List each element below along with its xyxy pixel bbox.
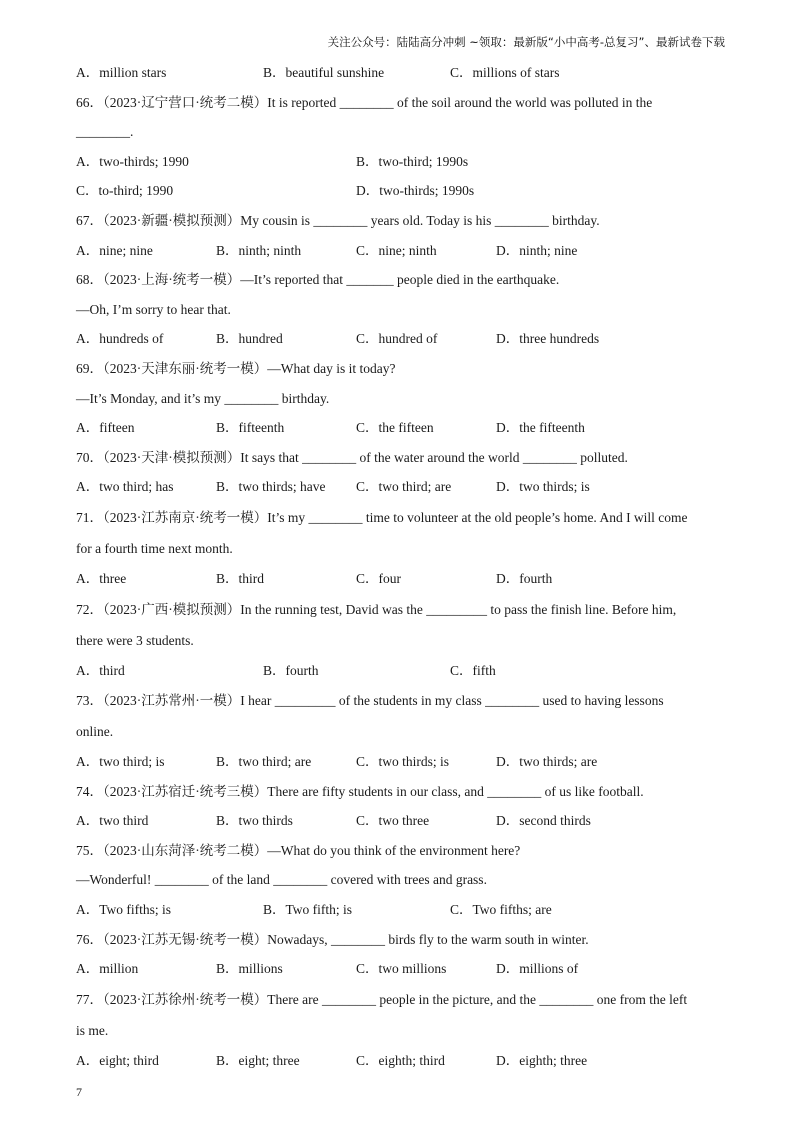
answer-option: D．three hundreds bbox=[496, 331, 600, 347]
answer-option: B．hundred bbox=[216, 331, 283, 347]
answer-options bbox=[76, 1046, 736, 1076]
answer-option: C．four bbox=[356, 570, 401, 586]
answer-option: D．two-thirds; 1990s bbox=[356, 183, 475, 199]
answer-option: B．millions bbox=[216, 961, 283, 977]
answer-options bbox=[76, 324, 736, 354]
answer-option: A．eight; third bbox=[76, 1052, 159, 1068]
answer-option: A．two-thirds; 1990 bbox=[76, 153, 189, 169]
answer-options bbox=[76, 656, 736, 686]
answer-options bbox=[76, 147, 736, 177]
answer-option: B．beautiful sunshine bbox=[263, 65, 385, 80]
answer-option: C．millions of stars bbox=[450, 65, 560, 80]
answer-option: D．second thirds bbox=[496, 813, 591, 829]
answer-options bbox=[76, 564, 736, 594]
answer-options bbox=[76, 413, 736, 443]
question-text-line: ________. bbox=[76, 124, 134, 140]
answer-option: D．fourth bbox=[496, 570, 553, 586]
answer-option: C．to-third; 1990 bbox=[76, 183, 174, 199]
answer-option: C．two third; are bbox=[356, 479, 452, 495]
question-text-line: 76．（2023·江苏无锡·统考一模）Nowadays, ________ birds fly to the warm south in winter. bbox=[76, 931, 589, 947]
answer-option: D．ninth; nine bbox=[496, 242, 578, 258]
answer-option: C．nine; ninth bbox=[356, 242, 437, 258]
answer-option: A．million stars bbox=[76, 65, 167, 80]
answer-option: A．two third bbox=[76, 813, 149, 829]
question-text-line: 74．（2023·江苏宿迁·统考三模）There are fifty students in our class, and ________ of us like football. bbox=[76, 783, 644, 799]
question-text-line: —Wonderful! ________ of the land ________ covered with trees and grass. bbox=[76, 872, 487, 888]
question-text-line: 72．（2023·广西·模拟预测）In the running test, David was the _________ to pass the finish line. Before him, bbox=[76, 601, 677, 617]
question-text-line: online. bbox=[76, 724, 114, 740]
answer-options bbox=[76, 58, 736, 88]
answer-option: A．fifteen bbox=[76, 420, 135, 436]
answer-option: D．the fifteenth bbox=[496, 420, 585, 436]
answer-option: B．third bbox=[216, 570, 265, 586]
question-text-line: 75．（2023·山东菏泽·统考二模）—What do you think of the environment here? bbox=[76, 842, 521, 858]
answer-options bbox=[76, 954, 736, 984]
question-text-line: 71．（2023·江苏南京·统考一模）It’s my ________ time to volunteer at the old people’s home. And I will come bbox=[76, 509, 688, 525]
answer-option: A．hundreds of bbox=[76, 331, 164, 347]
question-text-line: 66．（2023·辽宁营口·统考二模）It is reported ________ of the soil around the world was polluted in the bbox=[76, 94, 653, 110]
answer-option: D．millions of bbox=[496, 961, 579, 977]
question-text-line: 67．（2023·新疆·模拟预测）My cousin is ________ years old. Today is his ________ birthday. bbox=[76, 212, 600, 228]
answer-options bbox=[76, 236, 736, 266]
answer-option: A．two third; is bbox=[76, 754, 165, 770]
answer-option: B．Two fifth; is bbox=[263, 902, 353, 918]
answer-options bbox=[76, 747, 736, 777]
question-text-line: 68．（2023·上海·统考一模）—It’s reported that _______ people died in the earthquake. bbox=[76, 272, 560, 288]
question-text-line: —It’s Monday, and it’s my ________ birthday. bbox=[76, 390, 330, 406]
answer-options bbox=[76, 176, 736, 206]
answer-option: D．two thirds; is bbox=[496, 479, 590, 495]
answer-option: C．fifth bbox=[450, 662, 496, 678]
question-text-line: is me. bbox=[76, 1022, 109, 1038]
question-list bbox=[76, 58, 736, 1075]
question-text-line: 77．（2023·江苏徐州·统考一模）There are ________ people in the picture, and the ________ one from the left bbox=[76, 991, 688, 1007]
answer-option: A．three bbox=[76, 570, 127, 586]
answer-option: B．fifteenth bbox=[216, 420, 285, 436]
answer-option: B．eight; three bbox=[216, 1052, 300, 1068]
answer-option: A．nine; nine bbox=[76, 242, 153, 258]
answer-option: A．third bbox=[76, 662, 125, 678]
answer-option: D．eighth; three bbox=[496, 1052, 588, 1068]
answer-option: A．two third; has bbox=[76, 479, 174, 495]
answer-option: A．million bbox=[76, 961, 139, 977]
answer-option: B．fourth bbox=[263, 662, 319, 678]
answer-option: C．two three bbox=[356, 813, 430, 829]
answer-option: C．Two fifths; are bbox=[450, 902, 552, 918]
answer-option: C．the fifteen bbox=[356, 420, 434, 436]
question-text-line: 69．（2023·天津东丽·统考一模）—What day is it today? bbox=[76, 360, 396, 376]
answer-option: C．two thirds; is bbox=[356, 754, 450, 770]
answer-option: B．two thirds bbox=[216, 813, 293, 829]
answer-option: A．Two fifths; is bbox=[76, 902, 172, 918]
answer-option: B．two third; are bbox=[216, 754, 312, 770]
question-text-line: —Oh, I’m sorry to hear that. bbox=[76, 301, 231, 317]
answer-option: C．eighth; third bbox=[356, 1052, 445, 1068]
answer-option: B．two thirds; have bbox=[216, 479, 326, 495]
answer-options bbox=[76, 472, 736, 502]
answer-option: B．ninth; ninth bbox=[216, 242, 302, 258]
page-header: 关注公众号：陆陆高分冲刺 ~领取：最新版“小中高考-总复习”、最新试卷下载 bbox=[327, 35, 725, 49]
answer-option: C．hundred of bbox=[356, 331, 438, 347]
question-text-line: for a fourth time next month. bbox=[76, 540, 233, 556]
answer-options bbox=[76, 895, 736, 925]
question-text-line: 70．（2023·天津·模拟预测）It says that ________ of the water around the world ________ polluted. bbox=[76, 449, 628, 465]
question-text-line: there were 3 students. bbox=[76, 632, 194, 648]
answer-option: B．two-third; 1990s bbox=[356, 153, 469, 169]
answer-option: C．two millions bbox=[356, 961, 447, 977]
answer-option: D．two thirds; are bbox=[496, 754, 598, 770]
answer-options bbox=[76, 806, 736, 836]
question-text-line: 73．（2023·江苏常州·一模）I hear _________ of the students in my class ________ used to having lessons bbox=[76, 693, 664, 709]
page-number: 7 bbox=[76, 1085, 82, 1099]
